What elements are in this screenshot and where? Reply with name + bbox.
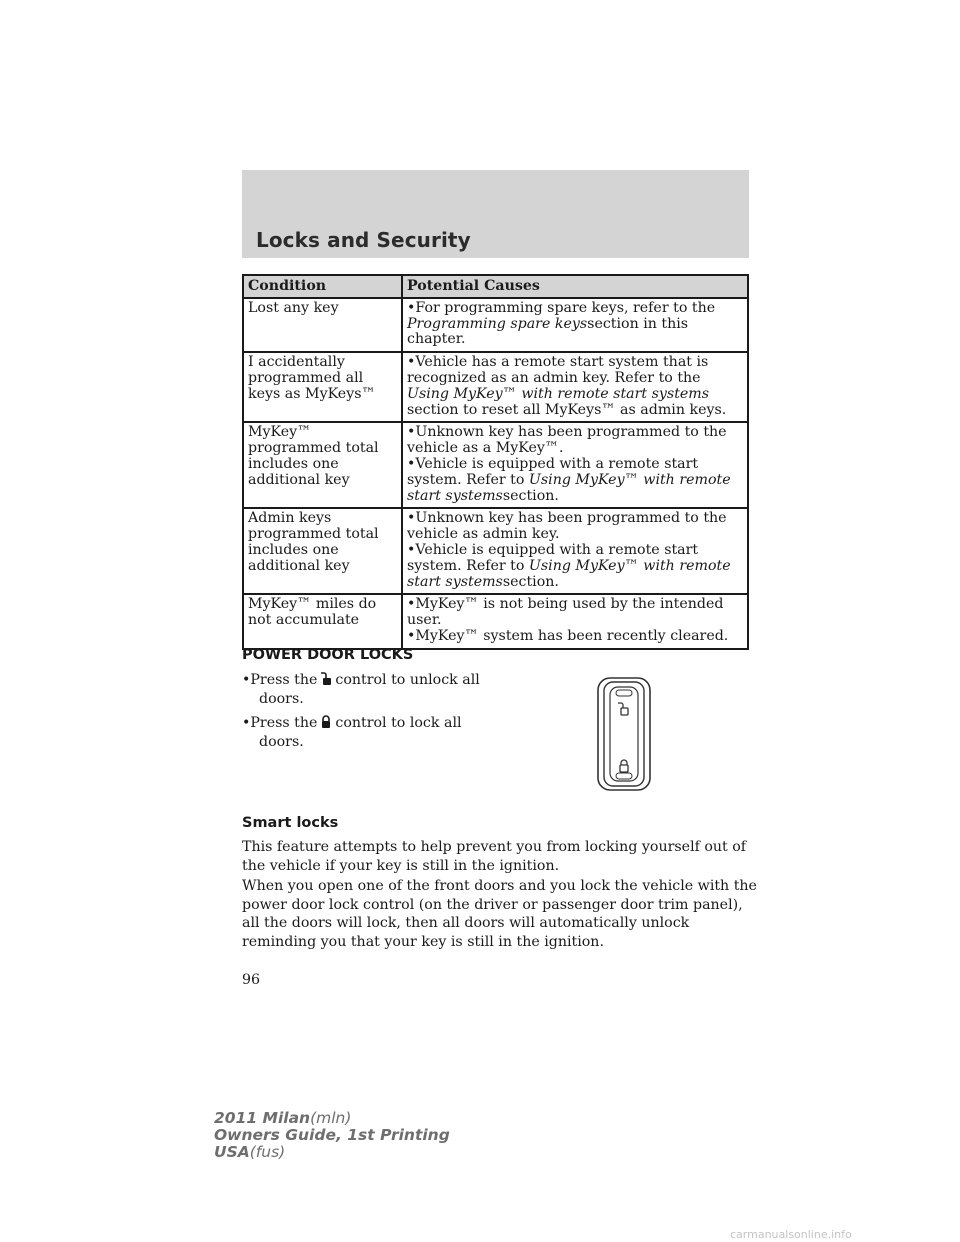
condition-cell: I accidentally programmed all keys as MyKeys™ xyxy=(243,352,402,422)
unlock-icon xyxy=(320,672,332,686)
table-header-row xyxy=(243,275,748,298)
unlock-instruction: •Press the control to unlock all doors. xyxy=(242,672,480,707)
watermark: carmanualsonline.info xyxy=(730,1228,852,1241)
cause-item: •Unknown key has been programmed to the vehicle as admin key. xyxy=(407,510,727,543)
cause-item: •Vehicle has a remote start system that is recognized as an admin key. Refer to the Using MyKey™ with remote start systems section to reset all MyKeys™ as admin keys. xyxy=(407,354,727,418)
door-lock-switch-illustration xyxy=(596,676,652,792)
condition-cell: MyKey™ miles do not accumulate xyxy=(243,594,402,648)
table-row xyxy=(243,298,748,352)
condition-cell: Admin keys programmed total includes one additional key xyxy=(243,508,402,594)
print-footer: 2011 Milan(mln) Owners Guide, 1st Printing USA(fus) xyxy=(214,1109,450,1161)
condition-cell: MyKey™ programmed total includes one additional key xyxy=(243,422,402,508)
condition-cell: Lost any key xyxy=(243,298,402,352)
column-header-condition: Condition xyxy=(243,275,402,298)
cause-item: •For programming spare keys, refer to the Programming spare keyssection in this chapter. xyxy=(407,299,716,348)
power-door-locks-heading: POWER DOOR LOCKS xyxy=(242,647,414,663)
cause-item: •MyKey™ system has been recently cleared. xyxy=(407,627,729,644)
lock-instruction: •Press the control to lock all doors. xyxy=(242,715,462,750)
causes-cell xyxy=(402,298,748,352)
cause-item: •MyKey™ is not being used by the intended user. xyxy=(407,596,724,629)
table-row xyxy=(243,508,748,594)
lock-icon xyxy=(320,715,332,729)
table-row xyxy=(243,352,748,422)
cause-item: •Vehicle is equipped with a remote start system. Refer to Using MyKey™ with remote start systemssection. xyxy=(407,455,731,504)
column-header-causes: Potential Causes xyxy=(402,275,748,298)
causes-cell xyxy=(402,594,748,648)
page-number: 96 xyxy=(242,972,261,988)
smart-locks-heading: Smart locks xyxy=(242,815,339,831)
cross-reference: Using MyKey™ with remote start systems xyxy=(407,557,731,590)
smart-locks-paragraph-2: When you open one of the front doors and you lock the vehicle with the power door lock control (on the driver or passenger door trim panel), all the doors will lock, then all doors will automatically unlock reminding you that your key is still in the ignition. xyxy=(242,878,757,950)
mykey-troubleshooting-table xyxy=(242,274,749,650)
cause-item: •Unknown key has been programmed to the vehicle as a MyKey™. xyxy=(407,424,727,457)
causes-cell xyxy=(402,422,748,508)
smart-locks-paragraph-1: This feature attempts to help prevent you from locking yourself out of the vehicle if your key is still in the ignition. xyxy=(242,839,747,874)
causes-cell xyxy=(402,508,748,594)
cause-item: •Vehicle is equipped with a remote start system. Refer to Using MyKey™ with remote start systemssection. xyxy=(407,541,731,590)
table-row xyxy=(243,422,748,508)
cross-reference: Programming spare keys xyxy=(407,315,588,332)
cross-reference: Using MyKey™ with remote start systems xyxy=(407,471,731,504)
table-row xyxy=(243,594,748,648)
section-title: Locks and Security xyxy=(256,228,471,252)
causes-cell xyxy=(402,352,748,422)
cross-reference: Using MyKey™ with remote start systems xyxy=(407,385,710,402)
